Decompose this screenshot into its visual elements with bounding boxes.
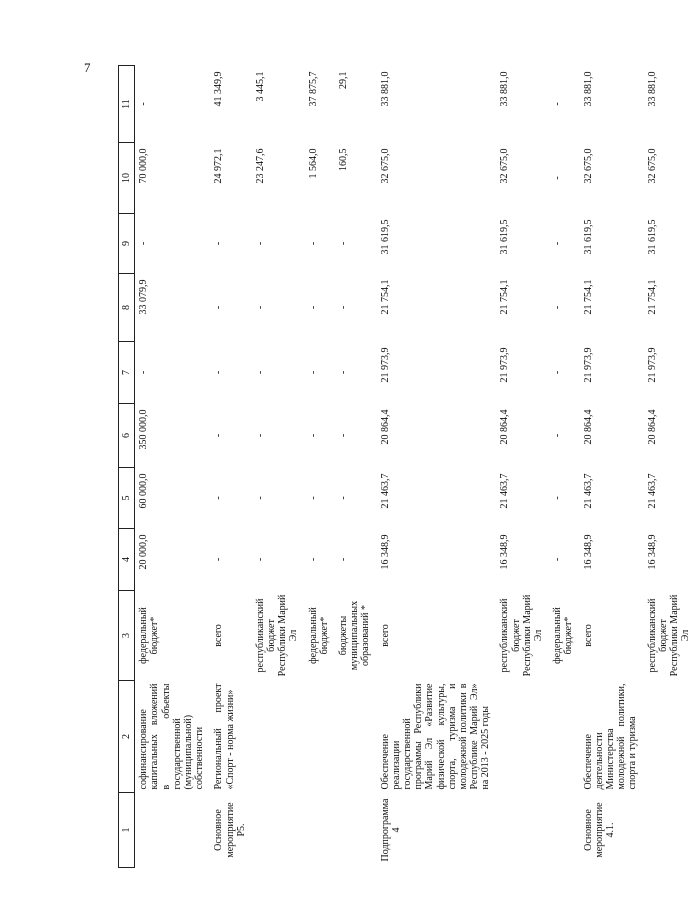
- header-cell: 2: [119, 681, 135, 793]
- table-cell: 24 972,1: [213, 148, 225, 184]
- table-cell: 21 973,9: [582, 347, 594, 383]
- table-cell: [252, 681, 305, 793]
- table-cell: -: [254, 241, 266, 246]
- table-cell: 21 463,7: [499, 473, 511, 509]
- table-cell: -: [254, 433, 266, 438]
- table-cell: 20 000,0: [138, 534, 150, 570]
- table-cell: 21 973,9: [646, 347, 658, 383]
- table-cell: -: [552, 241, 564, 246]
- table-cell: 60 000,0: [138, 473, 150, 509]
- table-cell: Региональный проект «Спорт - норма жизни»: [213, 683, 236, 790]
- table-cell: -: [213, 433, 225, 438]
- table-cell: -: [552, 102, 564, 106]
- table-cell: [496, 681, 549, 793]
- table-cell: всего: [379, 624, 391, 647]
- table-row: [210, 66, 252, 868]
- table-cell: -: [338, 496, 349, 500]
- table-cell: [305, 793, 335, 868]
- table-cell: -: [307, 557, 319, 562]
- table-cell: 33 881,0: [646, 71, 658, 107]
- header-cell: 5: [119, 468, 135, 529]
- table-cell: Обеспечение реализации государственной программы Республики Марий Эл «Развитие физической культуры, спорта, туризма и молодежной политики в Республике Марий Эл» на 2013 - 2025 годы: [379, 683, 492, 790]
- table-cell: 21 463,7: [582, 473, 594, 509]
- header-cell: 7: [119, 342, 135, 404]
- table-cell: федеральный бюджет*: [307, 607, 330, 664]
- table-cell: -: [338, 305, 349, 310]
- table-cell: 16 348,9: [582, 534, 594, 570]
- header-cell: 6: [119, 404, 135, 468]
- table-cell: 21 463,7: [379, 473, 391, 509]
- table-cell: Обеспечение деятельности Министерства молодежной политики, спорта и туризма: [582, 683, 639, 790]
- table-cell: -: [213, 557, 225, 562]
- table-cell: 32 675,0: [499, 148, 511, 184]
- table-cell: 1 564,0: [307, 148, 319, 179]
- table-cell: -: [552, 305, 564, 310]
- table-cell: -: [254, 370, 266, 375]
- table-cell: -: [552, 433, 564, 438]
- table-cell: 31 619,5: [646, 219, 658, 255]
- table-cell: -: [552, 370, 564, 375]
- table-cell: 23 247,6: [254, 148, 266, 184]
- table-cell: -: [307, 305, 319, 310]
- header-cell: 3: [119, 591, 135, 681]
- table-cell: -: [138, 241, 150, 246]
- table-cell: -: [138, 370, 150, 375]
- table-cell: 31 619,5: [582, 219, 594, 255]
- table-cell: федеральный бюджет*: [138, 607, 161, 664]
- table-cell: -: [254, 557, 266, 562]
- table-cell: 21 754,1: [646, 279, 658, 315]
- table-row: [135, 66, 211, 868]
- table-cell: 16 348,9: [499, 534, 511, 570]
- table-cell: -: [254, 305, 266, 310]
- table-cell: -: [307, 496, 319, 500]
- table-cell: федеральный бюджет*: [552, 607, 575, 664]
- table-cell: республиканский бюджет Республики Марий Эл: [646, 594, 692, 677]
- table-cell: [305, 681, 335, 793]
- header-cell: 8: [119, 274, 135, 342]
- table-cell: -: [338, 241, 349, 246]
- table-cell: 33 881,0: [499, 71, 511, 107]
- table-cell: 33 079,9: [138, 279, 150, 315]
- table-cell: 31 619,5: [499, 219, 511, 255]
- table-cell: бюджеты муниципальных образований *: [338, 600, 372, 671]
- table-cell: 32 675,0: [646, 148, 658, 184]
- table-cell: Основное мероприятие 4.1.: [582, 802, 616, 858]
- table-row: [335, 66, 377, 868]
- table-cell: [644, 681, 696, 793]
- table-cell: 21 754,1: [582, 279, 594, 315]
- table-cell: Основное мероприятие Р5.: [213, 802, 247, 858]
- table-cell: 20 864,4: [499, 409, 511, 445]
- table-cell: 21 754,1: [499, 279, 511, 315]
- table-cell: [644, 793, 696, 868]
- table-cell: 20 864,4: [379, 409, 391, 445]
- table-row: [644, 66, 696, 868]
- table-cell: 21 973,9: [499, 347, 511, 383]
- table-cell: -: [213, 496, 225, 500]
- table-cell: 33 881,0: [379, 71, 391, 107]
- header-cell: 11: [119, 66, 135, 143]
- table-cell: 350 000,0: [138, 409, 150, 450]
- table-cell: республиканский бюджет Республики Марий Эл: [254, 594, 300, 677]
- table-cell: всего: [582, 624, 594, 647]
- table-cell: 20 864,4: [582, 409, 594, 445]
- page-number: 7: [84, 60, 91, 75]
- table-cell: -: [138, 102, 150, 106]
- table-cell: 32 675,0: [379, 148, 391, 184]
- rotated-table-container: [118, 66, 692, 868]
- table-cell: [549, 681, 579, 793]
- table-cell: [549, 793, 579, 868]
- table-cell: 32 675,0: [582, 148, 594, 184]
- table-cell: 21 463,7: [646, 473, 658, 509]
- table-cell: софинансирование капитальных вложений в объекты государственной (муниципальной) собственности: [138, 683, 206, 790]
- table-cell: [252, 793, 305, 868]
- table-cell: 33 881,0: [582, 71, 594, 107]
- table-cell: -: [307, 370, 319, 375]
- header-cell: 4: [119, 529, 135, 591]
- table-cell: -: [338, 557, 349, 562]
- header-cell: 10: [119, 143, 135, 214]
- table-cell: 20 864,4: [646, 409, 658, 445]
- table-row: [549, 66, 579, 868]
- table-cell: 31 619,5: [379, 219, 391, 255]
- table-cell: 3 445,1: [254, 71, 266, 102]
- table-cell: 16 348,9: [379, 534, 391, 570]
- table-cell: Подпрограмма 4: [379, 798, 402, 862]
- table-row: [305, 66, 335, 868]
- table-cell: -: [307, 241, 319, 246]
- table-cell: [135, 793, 211, 868]
- table-cell: всего: [213, 624, 225, 647]
- table-row: [377, 66, 497, 868]
- table-cell: -: [213, 241, 225, 246]
- table-row: [252, 66, 305, 868]
- table-cell: 70 000,0: [138, 148, 150, 184]
- header-cell: 9: [119, 214, 135, 274]
- header-cell: 1: [119, 793, 135, 868]
- table-cell: -: [307, 433, 319, 438]
- table-cell: -: [254, 496, 266, 500]
- table-cell: 16 348,9: [646, 534, 658, 570]
- table-cell: 37 875,7: [307, 71, 319, 107]
- table-cell: -: [213, 305, 225, 310]
- table-cell: -: [338, 433, 349, 438]
- table-cell: -: [552, 176, 564, 180]
- header-row: [119, 66, 135, 868]
- table-cell: [335, 793, 377, 868]
- table-cell: [335, 681, 377, 793]
- table-cell: 41 349,9: [213, 71, 225, 107]
- table-cell: -: [552, 496, 564, 500]
- table-cell: -: [213, 370, 225, 375]
- table-cell: -: [552, 557, 564, 562]
- table-cell: 160,5: [338, 148, 349, 171]
- table-cell: республиканский бюджет Республики Марий Эл: [499, 594, 544, 677]
- table-cell: [496, 793, 549, 868]
- table-cell: 21 754,1: [379, 279, 391, 315]
- table-cell: -: [338, 370, 349, 375]
- table-cell: 21 973,9: [379, 347, 391, 383]
- budget-table: [118, 65, 696, 868]
- table-cell: 29,1: [338, 71, 349, 89]
- table-row: [496, 66, 549, 868]
- table-row: [580, 66, 644, 868]
